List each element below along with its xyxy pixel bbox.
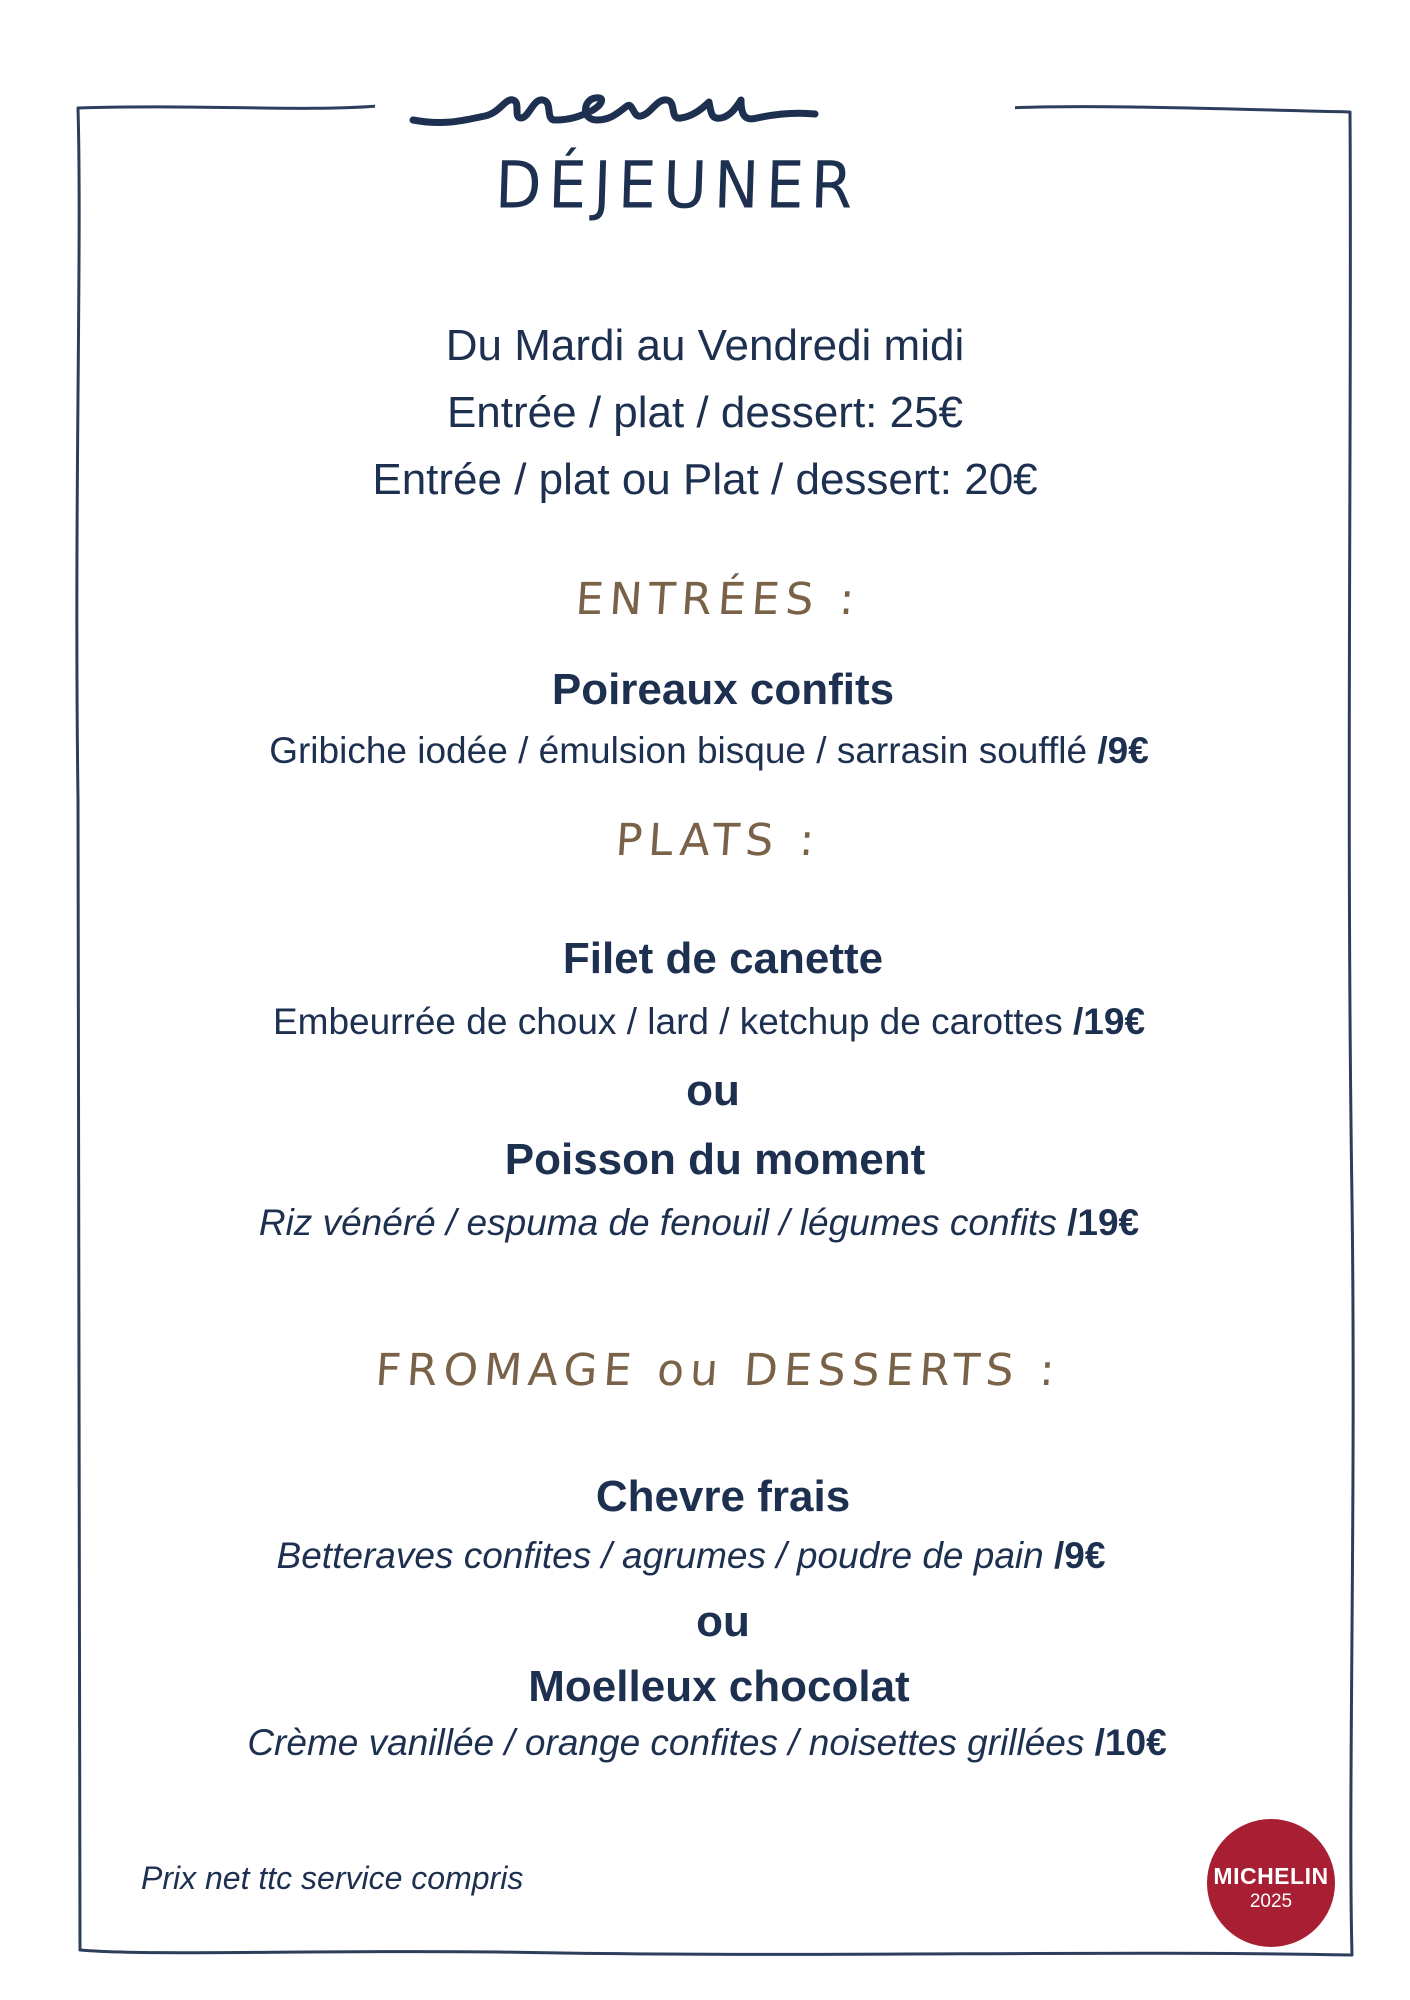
michelin-name: MICHELIN <box>1213 1863 1329 1889</box>
dish-description: Crème vanillée / orange confites / noisettes grillées /10€ <box>247 1722 1167 1763</box>
dish-description: Riz vénéré / espuma de fenouil / légumes confits /19€ <box>258 1202 1140 1243</box>
section-heading-entrees: ENTRÉES : <box>573 574 863 625</box>
dish-description: Gribiche iodée / émulsion bisque / sarrasin soufflé /9€ <box>269 730 1149 771</box>
dish-price: /9€ <box>1097 730 1149 771</box>
dish-price: /19€ <box>1067 1202 1140 1243</box>
menu-script-logo <box>405 76 945 146</box>
dejeuner-heading: DÉJEUNER <box>494 148 861 224</box>
intro-price-three-courses: Entrée / plat / dessert: 25€ <box>446 388 964 437</box>
section-heading-plats: PLATS : <box>614 815 822 866</box>
dish-description: Embeurrée de choux / lard / ketchup de carottes /19€ <box>272 1001 1146 1042</box>
dish-name: Chevre frais <box>595 1472 851 1521</box>
michelin-year: 2025 <box>1249 1891 1293 1912</box>
dish-price: /19€ <box>1073 1001 1146 1042</box>
or-separator: ou <box>696 1597 750 1646</box>
section-heading-desserts: FROMAGE ou DESSERTS : <box>373 1345 1063 1396</box>
dish-name: Moelleux chocolat <box>528 1662 910 1711</box>
dish-name: Poisson du moment <box>504 1135 926 1184</box>
intro-days: Du Mardi au Vendredi midi <box>445 321 965 370</box>
dish-price: /10€ <box>1094 1722 1167 1763</box>
michelin-badge <box>1207 1819 1335 1947</box>
intro-price-two-courses: Entrée / plat ou Plat / dessert: 20€ <box>372 455 1038 504</box>
dish-description: Betteraves confites / agrumes / poudre de pain /9€ <box>276 1535 1106 1576</box>
dish-name: Poireaux confits <box>551 665 895 714</box>
price-note: Prix net ttc service compris <box>141 1860 524 1896</box>
dish-price: /9€ <box>1054 1535 1106 1576</box>
dish-name: Filet de canette <box>562 934 884 983</box>
or-separator: ou <box>686 1066 740 1115</box>
